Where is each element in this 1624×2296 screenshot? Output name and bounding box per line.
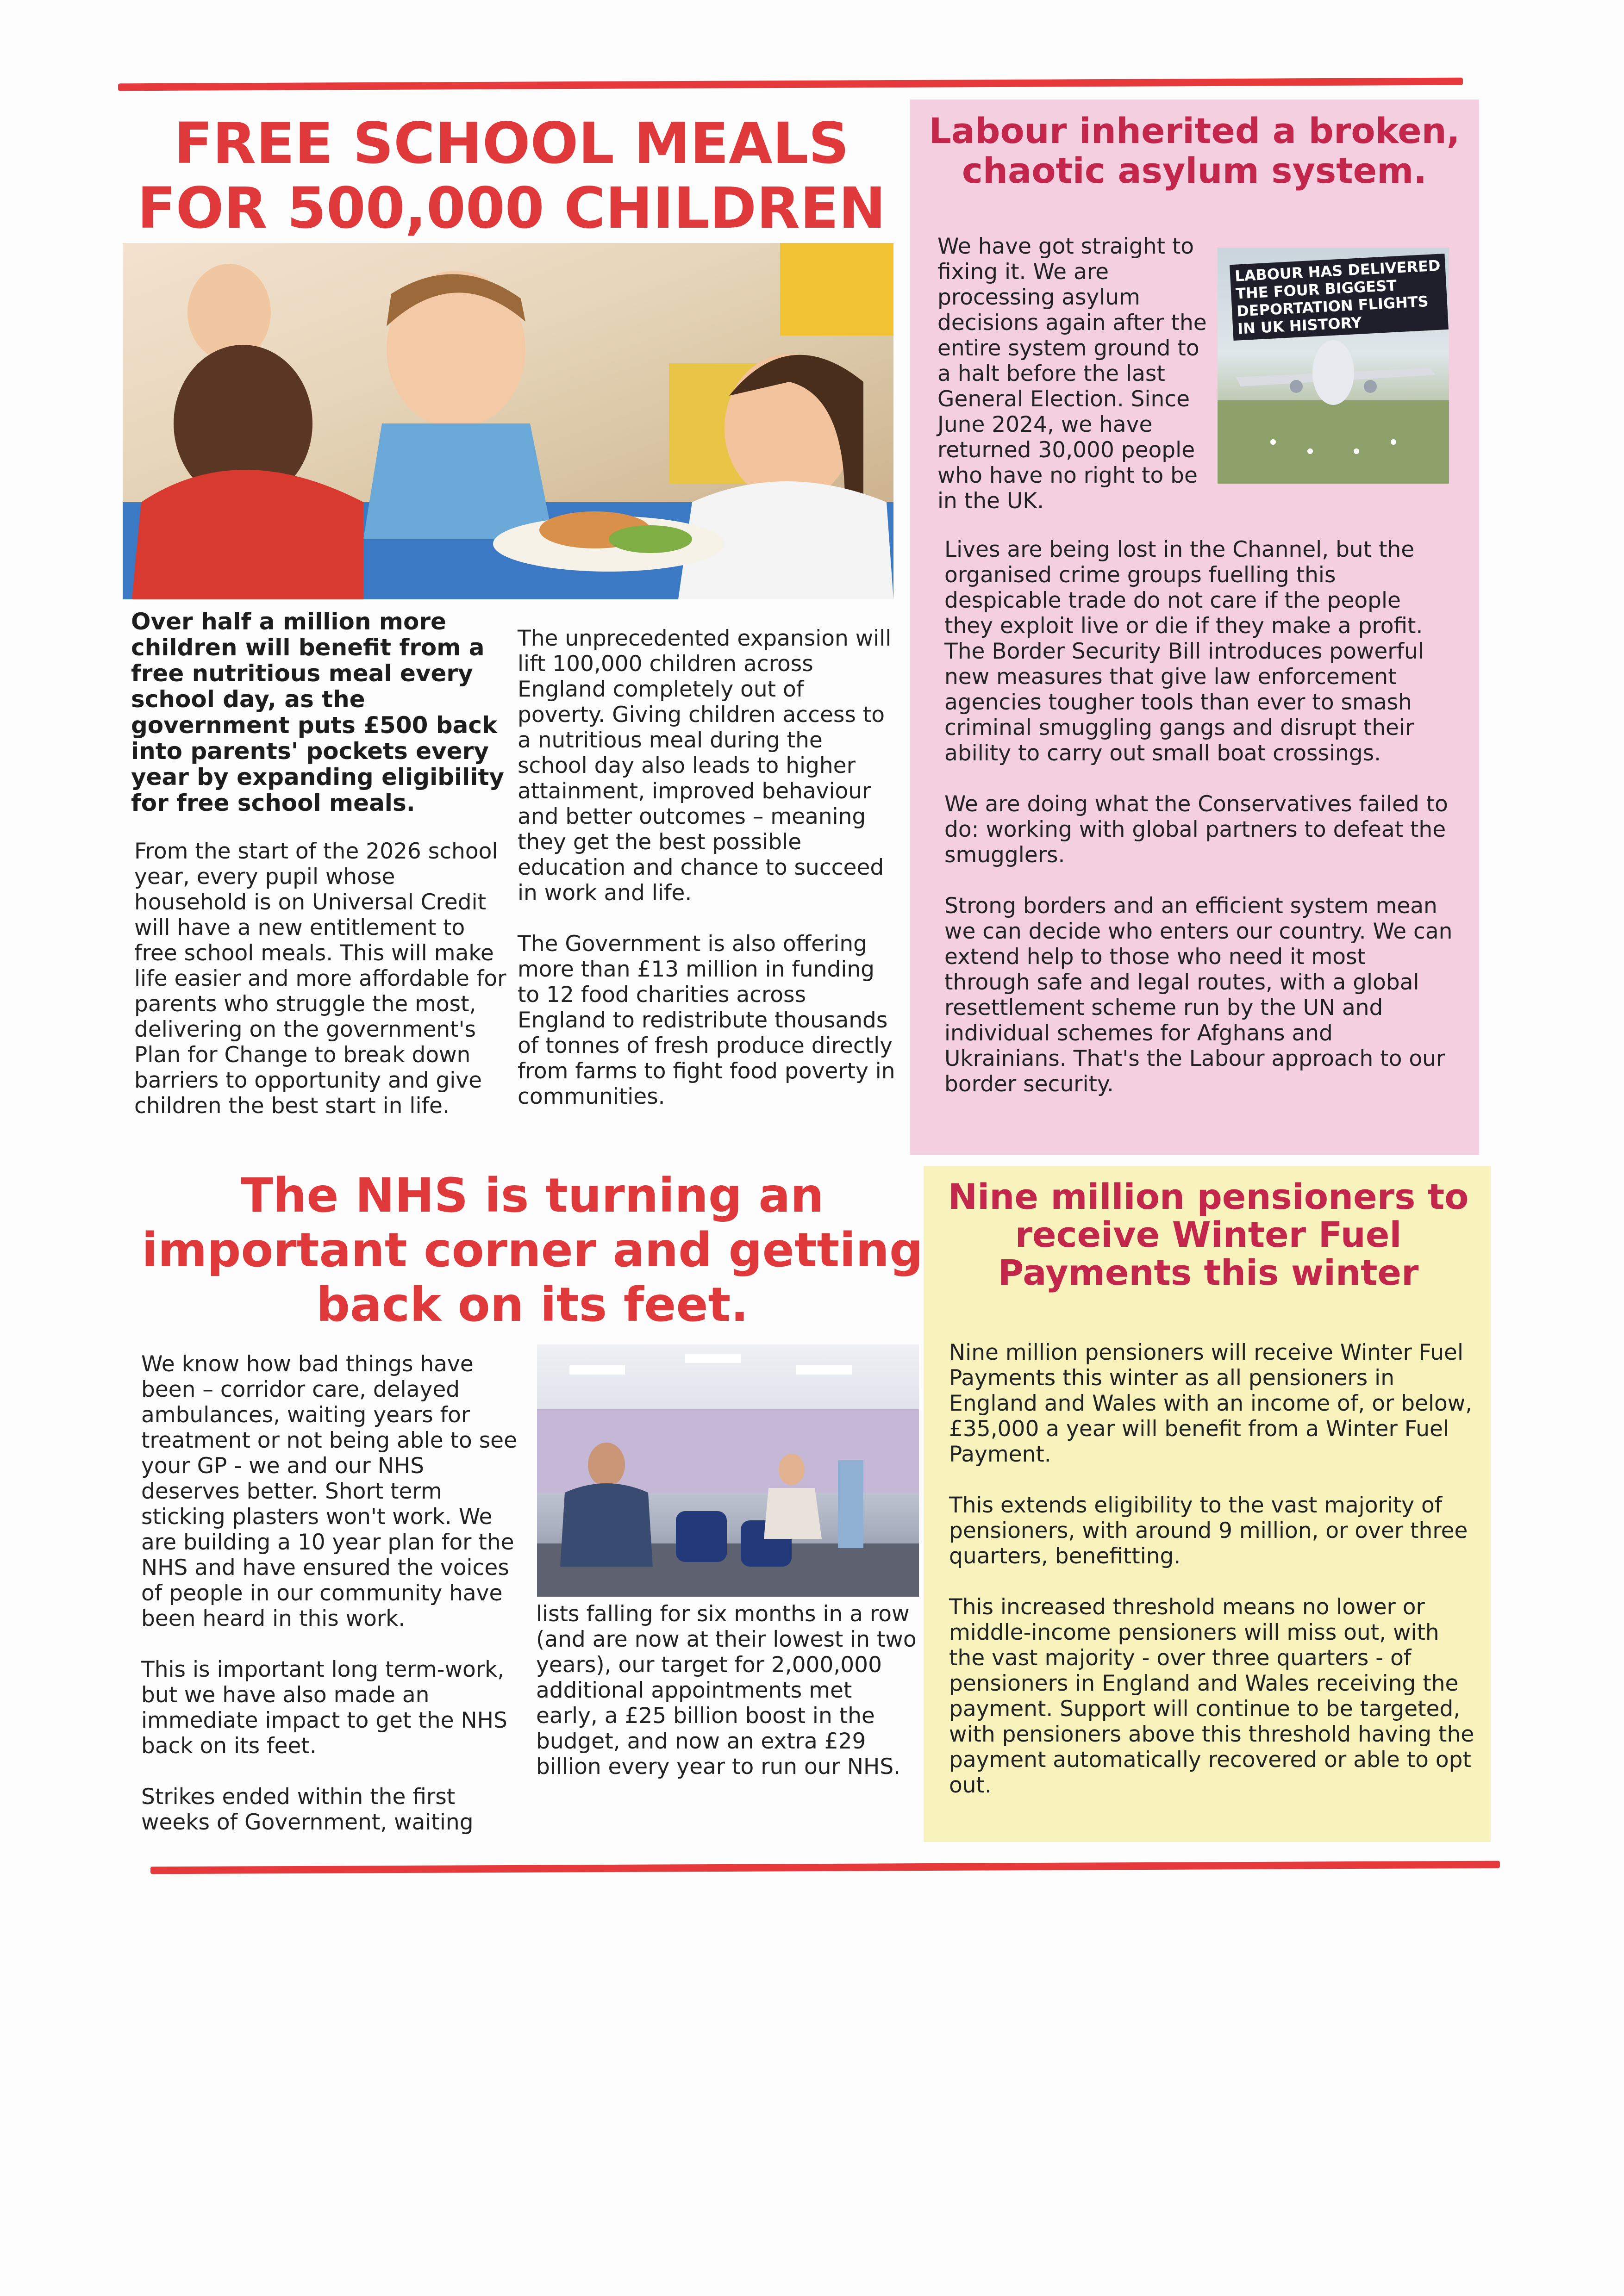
patient-jacket — [560, 1483, 653, 1567]
nhs-paragraph-3: Strikes ended within the first weeks of Government, waiting — [141, 1784, 474, 1835]
deportation-flight-photo — [1218, 248, 1449, 484]
grass-field — [1218, 400, 1449, 484]
nhs-column-2 — [536, 1601, 920, 1805]
patient-head — [588, 1443, 625, 1487]
ceiling-light — [796, 1365, 852, 1375]
winter-fuel-headline: Nine million pensioners to receive Winter Fuel Payments this winter — [948, 1176, 1469, 1293]
deportation-banner: LABOUR HAS DELIVERED THE FOUR BIGGEST DEPORTATION FLIGHTS IN UK HISTORY — [1230, 254, 1449, 341]
winter-fuel-paragraph-1: Nine million pensioners will receive Winter Fuel Payments this winter as all pensioners in England and Wales with an income of, or below, £35,000 a year will benefit from a Winter Fuel Payment. — [949, 1340, 1473, 1467]
school-meals-column-2 — [518, 626, 897, 1135]
ceiling-light — [569, 1365, 625, 1375]
hospital-waiting-room-photo — [537, 1344, 919, 1597]
ceiling-light — [685, 1354, 741, 1363]
bottom-red-rule — [150, 1861, 1500, 1874]
winter-fuel-paragraph-3: This increased threshold means no lower or middle-income pensioners will miss out, with the vast majority - over three quarters - of pensioners in England and Wales receiving the payment. Support will continue to be targeted, with pensioners above this threshold having the payment automatically recovered or able to opt out. — [949, 1594, 1474, 1798]
plane-fuselage — [1312, 340, 1354, 405]
girl-left-red-top — [132, 470, 363, 599]
nhs-column-1 — [141, 1351, 523, 1860]
school-meals-headline: FREE SCHOOL MEALS FOR 500,000 CHILDREN — [137, 111, 886, 241]
top-red-rule — [118, 78, 1463, 91]
school-meals-col2-paragraph-2: The Government is also offering more than £13 million in funding to 12 food charities across England to redistribute thousands of tonnes of fresh produce directly from farms to fight food poverty in communities. — [518, 931, 895, 1109]
winter-fuel-body — [949, 1340, 1474, 1823]
school-meals-col2-paragraph-1: The unprecedented expansion will lift 100,000 children across England completely out of poverty. Giving children access to a nutritious meal during the school day also leads to higher attainment, improved behaviour and better outcomes – meaning they get the best possible education and chance to succeed in work and life. — [518, 626, 892, 906]
winter-fuel-panel — [924, 1166, 1491, 1842]
winter-fuel-paragraph-2: This extends eligibility to the vast majority of pensioners, with around 9 million, or over three quarters, benefitting. — [949, 1493, 1468, 1569]
school-meals-col1-paragraph: From the start of the 2026 school year, every pupil whose household is on Universal Credit will have a new entitlement to free school meals. This will make life easier and more affordable for parents who struggle the most, delivering on the government's Plan for Change to break down barriers to opportunity and give children the best start in life. — [134, 839, 506, 1119]
nhs-paragraph-4: lists falling for six months in a row (and are now at their lowest in two years), our target for 2,000,000 additional appointments met early, a £25 billion boost in the budget, and now an extra £29 billion every year to run our NHS. — [536, 1601, 917, 1780]
plane-engine-left — [1290, 380, 1303, 393]
asylum-paragraph-3: We are doing what the Conservatives failed to do: working with global partners to defeat the smugglers. — [944, 791, 1448, 868]
children-eating-photo — [123, 243, 893, 599]
seated-person-body — [764, 1488, 822, 1539]
seated-person-head — [779, 1454, 805, 1485]
children-eating-illustration — [123, 243, 893, 599]
asylum-paragraph-1: We have got straight to fixing it. We are processing asylum decisions again after the entire system ground to a halt before the last General Election. Since June 2024, we have returned 30,000 people who have no right to be in the UK. — [937, 234, 1207, 514]
nurse-figure — [838, 1460, 863, 1548]
asylum-paragraph-2: Lives are being lost in the Channel, but the organised crime groups fuelling this despicable trade do not care if the people they exploit live or die if they make a profit. The Border Security Bill introduces powerful new measures that give law enforcement agencies tougher tools than ever to smash criminal smuggling gangs and disrupt their ability to carry out small boat crossings. — [944, 537, 1424, 766]
yellow-wall-panel — [780, 243, 893, 336]
blue-chair — [676, 1511, 727, 1562]
runway-light — [1354, 448, 1359, 454]
nhs-headline: The NHS is turning an important corner and getting back on its feet. — [142, 1168, 923, 1332]
school-meals-column-1 — [134, 839, 514, 1144]
nhs-paragraph-2: This is important long term-work, but we have also made an immediate impact to get the NHS back on its feet. — [141, 1657, 507, 1759]
school-meals-lede: Over half a million more children will benefit from a free nutritious meal every school day, as the government puts £500 back into parents' pockets every year by expanding eligibility for free school meals. — [131, 608, 504, 816]
vegetables-on-plate — [609, 525, 692, 553]
asylum-headline: Labour inherited a broken, chaotic asylum system. — [929, 110, 1460, 191]
runway-light — [1307, 448, 1313, 454]
runway-light — [1270, 439, 1276, 445]
asylum-column-main — [944, 537, 1454, 1122]
waiting-room-illustration — [537, 1344, 919, 1597]
runway-light — [1391, 439, 1396, 445]
boy-shirt — [363, 423, 553, 539]
plane-engine-right — [1364, 380, 1377, 393]
asylum-paragraph-4: Strong borders and an efficient system mean we can decide who enters our country. We can extend help to those who need it most through safe and legal routes, with a global resettlement scheme run by the UN and individual schemes for Afghans and Ukrainians. That's the Labour approach to our border security. — [944, 893, 1453, 1097]
nhs-paragraph-1: We know how bad things have been – corridor care, delayed ambulances, waiting years for treatment or not being able to see your GP - we and our NHS deserves better. Short term sticking plasters won't work. We are building a 10 year plan for the NHS and have ensured the voices of people in our community have been heard in this work. — [141, 1351, 518, 1631]
asylum-column-top — [937, 234, 1211, 539]
